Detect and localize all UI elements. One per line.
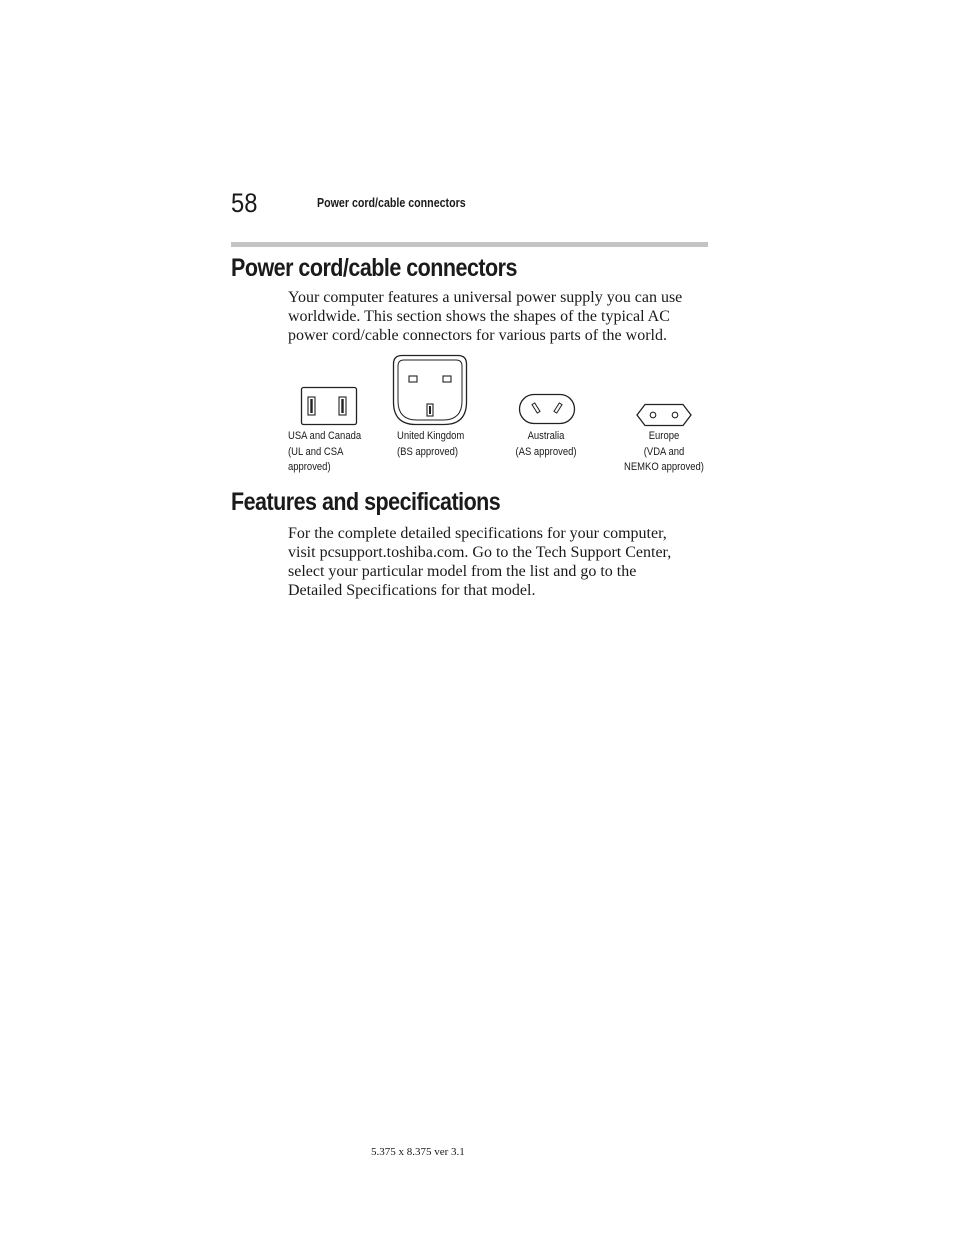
europe-plug-icon bbox=[635, 403, 693, 427]
body-line: visit pcsupport.toshiba.com. Go to the Tech Support Center, bbox=[288, 544, 672, 561]
uk-plug-icon bbox=[392, 354, 468, 426]
australia-plug-caption: Australia (AS approved) bbox=[515, 430, 577, 458]
footer-version: 5.375 x 8.375 ver 3.1 bbox=[371, 1146, 465, 1158]
header-rule bbox=[231, 242, 708, 247]
body-line: Detailed Specifications for that model. bbox=[288, 582, 536, 599]
body-line: power cord/cable connectors for various parts of the world. bbox=[288, 327, 667, 344]
uk-plug-caption: United Kingdom (BS approved) bbox=[397, 430, 465, 458]
body-line: Your computer features a universal power supply you can use bbox=[288, 289, 683, 306]
section-heading-features: Features and specifications bbox=[231, 488, 501, 516]
australia-plug-icon bbox=[518, 393, 576, 425]
body-line: worldwide. This section shows the shapes of the typical AC bbox=[288, 308, 670, 325]
usa-plug-caption: USA and Canada (UL and CSA approved) bbox=[288, 430, 362, 473]
section-body-features bbox=[288, 524, 713, 600]
europe-plug-caption: Europe (VDA and NEMKO approved) bbox=[624, 430, 704, 473]
section-body-power-cord bbox=[288, 288, 713, 345]
running-head: Power cord/cable connectors bbox=[317, 195, 466, 210]
usa-plug-icon bbox=[300, 386, 358, 426]
body-line: select your particular model from the list and go to the bbox=[288, 563, 637, 580]
body-line: For the complete detailed specifications for your computer, bbox=[288, 525, 667, 542]
section-heading-power-cord: Power cord/cable connectors bbox=[231, 254, 517, 282]
page-number: 58 bbox=[231, 188, 258, 218]
